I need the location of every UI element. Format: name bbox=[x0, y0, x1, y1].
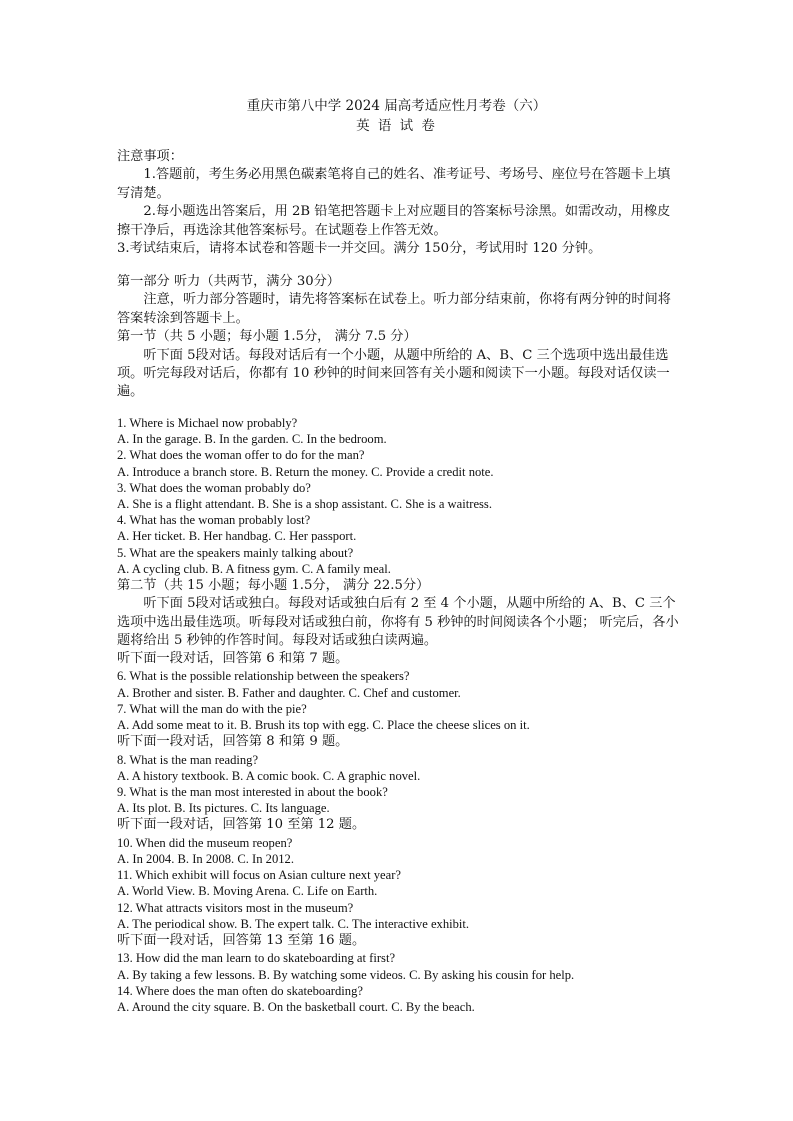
question-8: 8. What is the man reading? bbox=[117, 752, 259, 767]
question-10: 10. When did the museum reopen? bbox=[117, 835, 293, 850]
instructions-heading: 注意事项： bbox=[117, 149, 183, 164]
exam-title-subject: 英 语 试 卷 bbox=[356, 118, 437, 134]
section2-questions bbox=[117, 650, 683, 1015]
instructions-block bbox=[117, 148, 683, 258]
options-12: A. The periodical show. B. The expert talk. C. The interactive exhibit. bbox=[117, 916, 470, 931]
section1-questions bbox=[117, 415, 683, 577]
exam-title-school: 重庆市第八中学 2024 届高考适应性月考卷（六） bbox=[246, 98, 547, 114]
part1-heading: 第一部分 听力（共两节，满分 30分） bbox=[117, 274, 340, 289]
question-11: 11. Which exhibit will focus on Asian culture next year? bbox=[117, 868, 401, 883]
part1-intro: 注意，听力部分答题时，请先将答案标在试卷上。听力部分结束前，你将有两分钟的时间将答案转涂到答题卡上。 bbox=[117, 292, 671, 326]
options-10: A. In 2004. B. In 2008. C. In 2012. bbox=[117, 852, 295, 867]
options-1: A. In the garage. B. In the garden. C. In the bedroom. bbox=[117, 432, 387, 447]
section2-heading: 第二节（共 15 小题；每小题 1.5分， 满分 22.5分） bbox=[117, 578, 430, 593]
options-14: A. Around the city square. B. On the basketball court. C. By the beach. bbox=[117, 1000, 475, 1015]
options-9: A. Its plot. B. Its pictures. C. Its language. bbox=[117, 801, 330, 816]
question-12: 12. What attracts visitors most in the museum? bbox=[117, 900, 354, 915]
question-4: 4. What has the woman probably lost? bbox=[117, 513, 311, 528]
section1-heading: 第一节（共 5 小题；每小题 1.5分， 满分 7.5 分） bbox=[117, 329, 417, 345]
dialogue-instruction: 听下面一段对话，回答第 13 至第 16 题。 bbox=[117, 933, 366, 949]
options-7: A. Add some meat to it. B. Brush its top with egg. C. Place the cheese slices on it. bbox=[117, 718, 530, 733]
question-2: 2. What does the woman offer to do for the man? bbox=[117, 448, 365, 463]
question-9: 9. What is the man most interested in about the book? bbox=[117, 785, 388, 800]
dialogue-instruction: 听下面一段对话，回答第 10 至第 12 题。 bbox=[117, 817, 366, 833]
question-6: 6. What is the possible relationship between the speakers? bbox=[117, 669, 410, 684]
question-14: 14. Where does the man often do skateboarding? bbox=[117, 983, 363, 998]
instruction-item-2: 2.每小题选出答案后，用 2B 铅笔把答题卡上对应题目的答案标号涂黑。如需改动，用橡皮擦干净后，再选涂其他答案标号。在试题卷上作答无效。 bbox=[117, 204, 671, 238]
section1-intro: 听下面 5段对话。每段对话后有一个小题，从题中所给的 A、B、C 三个选项中选出最佳选项。听完每段对话后，你都有 10 秒钟的时间来回答有关小题和阅读下一小题。每段对话仅读一遍。 bbox=[117, 347, 670, 400]
part1-block bbox=[117, 273, 683, 402]
question-5: 5. What are the speakers mainly talking about? bbox=[117, 545, 354, 560]
section2-block bbox=[117, 577, 683, 651]
options-6: A. Brother and sister. B. Father and daughter. C. Chef and customer. bbox=[117, 685, 461, 700]
options-3: A. She is a flight attendant. B. She is a shop assistant. C. She is a waitress. bbox=[117, 497, 492, 512]
options-2: A. Introduce a branch store. B. Return the money. C. Provide a credit note. bbox=[117, 464, 494, 479]
question-7: 7. What will the man do with the pie? bbox=[117, 701, 307, 716]
section2-intro: 听下面 5段对话或独白。每段对话或独白后有 2 至 4 个小题，从题中所给的 A、B、C 三个选项中选出最佳选项。听每段对话或独白前，你将有 5 秒钟的时间阅读各个小题； 听完后，各小题将给出 5 秒钟的作答时间。每段对话或独白读两遍。 bbox=[117, 596, 679, 649]
options-13: A. By taking a few lessons. B. By watching some videos. C. By asking his cousin for help. bbox=[117, 967, 575, 982]
options-4: A. Her ticket. B. Her handbag. C. Her passport. bbox=[117, 529, 357, 544]
dialogue-instruction: 听下面一段对话，回答第 6 和第 7 题。 bbox=[117, 651, 349, 666]
exam-title bbox=[0, 96, 793, 136]
instruction-item-1: 1.答题前，考生务必用黑色碳素笔将自己的姓名、准考证号、考场号、座位号在答题卡上填写清楚。 bbox=[117, 167, 671, 201]
question-3: 3. What does the woman probably do? bbox=[117, 480, 311, 495]
options-5: A. A cycling club. B. A fitness gym. C. A family meal. bbox=[117, 561, 391, 576]
dialogue-instruction: 听下面一段对话，回答第 8 和第 9 题。 bbox=[117, 734, 349, 750]
question-13: 13. How did the man learn to do skateboarding at first? bbox=[117, 951, 396, 966]
options-11: A. World View. B. Moving Arena. C. Life on Earth. bbox=[117, 884, 378, 899]
question-1: 1. Where is Michael now probably? bbox=[117, 416, 298, 430]
instruction-item-3: 3.考试结束后，请将本试卷和答题卡一并交回。满分 150分，考试用时 120 分钟。 bbox=[117, 241, 602, 257]
options-8: A. A history textbook. B. A comic book. C. A graphic novel. bbox=[117, 768, 421, 783]
